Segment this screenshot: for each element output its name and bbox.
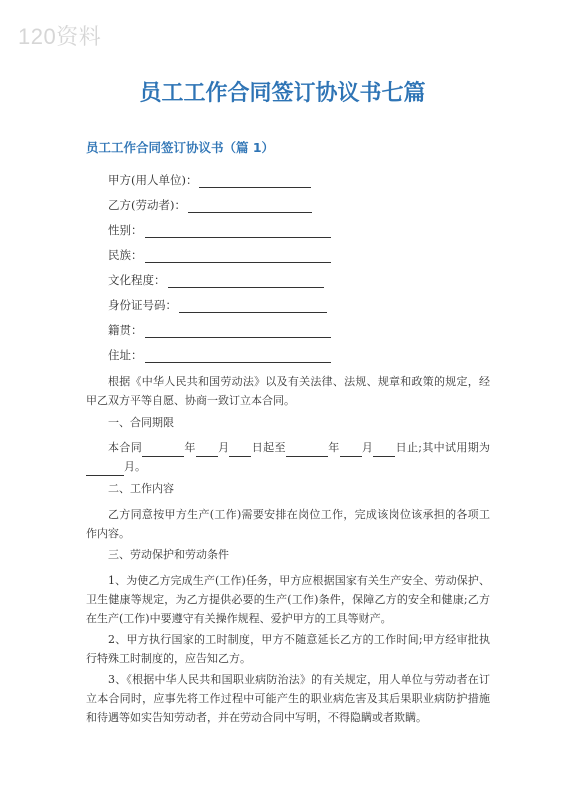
field-ethnicity <box>108 247 331 263</box>
field-native-place <box>108 322 331 338</box>
paragraph-contract-term <box>86 438 490 476</box>
fill-in-line[interactable] <box>145 250 331 263</box>
fill-in-line[interactable] <box>179 300 327 313</box>
field-address <box>108 347 331 363</box>
blank-probation-months[interactable] <box>86 463 124 476</box>
fill-in-line[interactable] <box>188 200 312 213</box>
term-text: 日止;其中试用期为 <box>395 441 491 454</box>
field-label: 身份证号码： <box>108 298 177 312</box>
document-title: 员工工作合同签订协议书七篇 <box>139 81 426 106</box>
heading-labor-protection: 三、劳动保护和劳动条件 <box>108 548 229 561</box>
field-label: 乙方(劳动者)： <box>108 198 186 212</box>
blank-end-day[interactable] <box>373 444 395 457</box>
blank-start-year[interactable] <box>142 444 184 457</box>
field-label: 民族： <box>108 248 143 262</box>
blank-start-month[interactable] <box>196 444 218 457</box>
field-gender <box>108 222 331 238</box>
fill-in-line[interactable] <box>168 275 324 288</box>
field-label: 籍贯： <box>108 323 143 337</box>
paragraph-work-content: 乙方同意按甲方生产(工作)需要安排在岗位工作，完成该岗位该承担的各项工作内容。 <box>86 508 490 540</box>
blank-end-year[interactable] <box>286 444 328 457</box>
term-text: 年 <box>327 441 340 454</box>
term-text: 年 <box>184 441 196 454</box>
term-text: 月 <box>217 441 230 454</box>
fill-in-line[interactable] <box>145 350 331 363</box>
section-title: 员工工作合同签订协议书（篇 1） <box>86 140 275 155</box>
fill-in-line[interactable] <box>199 175 311 188</box>
term-text: 月。 <box>124 460 146 473</box>
blank-start-day[interactable] <box>229 444 251 457</box>
intro-paragraph: 根据《中华人民共和国劳动法》以及有关法律、法规、规章和政策的规定，经甲乙双方平等自愿、协商一致订立本合同。 <box>86 375 490 407</box>
fill-in-line[interactable] <box>145 325 331 338</box>
blank-end-month[interactable] <box>340 444 362 457</box>
heading-work-content: 二、工作内容 <box>108 482 174 495</box>
field-label: 住址： <box>108 348 143 362</box>
watermark: 120资料 <box>18 24 102 49</box>
field-label: 文化程度： <box>108 273 166 287</box>
field-employee <box>108 197 312 213</box>
term-text: 日起至 <box>251 441 286 454</box>
term-text: 月 <box>361 441 374 454</box>
fill-in-line[interactable] <box>145 225 331 238</box>
field-education <box>108 272 324 288</box>
field-id-number <box>108 297 327 313</box>
field-label: 性别： <box>108 223 143 237</box>
paragraph-labor-protection-1: 1、为使乙方完成生产(工作)任务，甲方应根据国家有关生产安全、劳动保护、卫生健康等规定，为乙方提供必要的生产(工作)条件，保障乙方的安全和健康;乙方在生产(工作)中要遵守有关操作规程、爱护甲方的工具等财产。 <box>86 574 490 625</box>
field-employer <box>108 172 311 188</box>
field-label: 甲方(用人单位)： <box>108 173 198 187</box>
paragraph-labor-protection-2: 2、甲方执行国家的工时制度，甲方不随意延长乙方的工作时间;甲方经审批执行特殊工时制度的，应告知乙方。 <box>86 633 490 665</box>
paragraph-labor-protection-3: 3、《根据中华人民共和国职业病防治法》的有关规定，用人单位与劳动者在订立本合同时，应事先将工作过程中可能产生的职业病危害及其后果职业病防护措施和待遇等如实告知劳动者，并在劳动合同中写明，不得隐瞒或者欺瞒。 <box>86 673 490 724</box>
term-text: 本合同 <box>108 441 143 454</box>
heading-contract-term: 一、合同期限 <box>108 416 174 429</box>
